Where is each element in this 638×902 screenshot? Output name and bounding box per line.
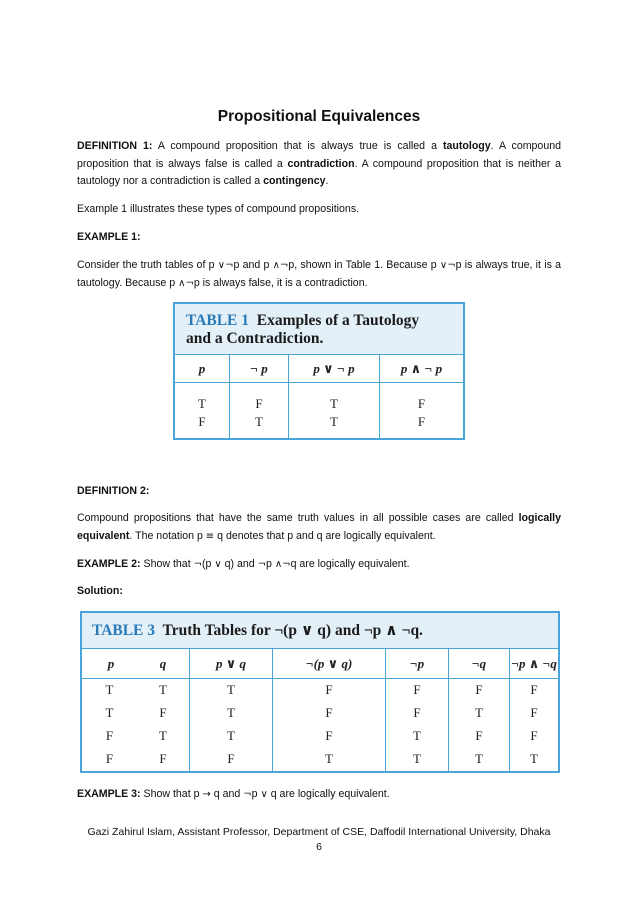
table-cell: T — [449, 702, 510, 725]
table-cell: T — [190, 702, 273, 725]
page-number: 6 — [316, 841, 322, 853]
or-symbol: ∨ — [260, 789, 268, 800]
example-2-text-part: p — [266, 558, 275, 570]
example-2-text-part: q are logically equivalent. — [290, 558, 410, 570]
table-cell: F — [137, 748, 190, 771]
table-cell: F — [417, 395, 426, 411]
definition-1-label: DEFINITION 1: — [77, 140, 153, 152]
example-1-heading: EXAMPLE 1: — [77, 231, 141, 243]
table-row — [175, 413, 463, 438]
table-cell: T — [175, 383, 230, 413]
table-cell: F — [449, 679, 510, 702]
or-symbol: ∨ — [439, 260, 448, 271]
table-3-header: ¬q — [449, 649, 510, 679]
table-cell: T — [230, 413, 289, 438]
table-1-caption — [175, 304, 463, 348]
not-symbol: ¬ — [225, 260, 234, 271]
table-cell: T — [449, 748, 510, 771]
table-cell: T — [273, 748, 386, 771]
table-3-title: Truth Tables for ¬(p ∨ q) and ¬p ∧ ¬q. — [162, 622, 423, 639]
table-cell: F — [273, 679, 386, 702]
term-logically-equivalent: logically equivalent — [77, 512, 561, 542]
table-1-grid — [175, 354, 463, 438]
table-cell: T — [386, 748, 449, 771]
table-1-header: p — [175, 355, 230, 383]
example-intro: Example 1 illustrates these types of compound propositions. — [77, 203, 360, 215]
table-cell: F — [386, 679, 449, 702]
page-footer — [0, 825, 638, 855]
not-symbol: ¬ — [447, 260, 456, 271]
example-3-text-part: Show that p — [140, 788, 203, 800]
term-contradiction: contradiction — [287, 157, 355, 170]
example-2-text-part: (p — [201, 558, 215, 570]
implies-symbol: → — [202, 789, 211, 800]
table-cell: F — [137, 702, 190, 725]
table-3 — [80, 611, 560, 773]
definition-1-text: . A compound proposition that is always false is called a — [77, 140, 561, 170]
not-symbol: ¬ — [280, 260, 289, 271]
table-1-title-line-1: Examples of a Tautology — [256, 312, 420, 329]
definition-2-heading: DEFINITION 2: — [77, 485, 150, 497]
table-1-header: p ∨ ¬ p — [289, 355, 380, 383]
table-row — [175, 383, 463, 413]
not-symbol: ¬ — [243, 789, 252, 800]
table-cell: T — [289, 413, 380, 438]
solution-label — [77, 583, 561, 601]
table-cell: F — [273, 702, 386, 725]
or-symbol: ∨ — [217, 260, 226, 271]
table-cell: F — [105, 728, 114, 744]
table-row — [82, 748, 558, 771]
table-1-number: TABLE 1 — [186, 312, 250, 329]
table-cell: F — [530, 728, 538, 744]
table-cell: F — [105, 751, 114, 767]
table-cell: T — [105, 705, 114, 721]
table-1-title-line-2: and a Contradiction. — [186, 330, 324, 347]
term-tautology: tautology — [442, 140, 491, 152]
example-2-heading: EXAMPLE 2: — [77, 558, 141, 570]
table-cell: F — [530, 682, 538, 698]
example-3 — [77, 786, 561, 804]
table-row — [82, 702, 558, 725]
table-row — [82, 725, 558, 748]
and-symbol: ∧ — [272, 260, 280, 271]
example-3-text-part: p — [251, 788, 261, 800]
example-1-text-part: p is always false, it is a contradiction. — [193, 276, 368, 289]
table-cell: F — [175, 413, 230, 438]
table-1 — [173, 302, 465, 440]
not-symbol: ¬ — [185, 277, 194, 289]
table-cell: T — [289, 383, 380, 413]
table-3-header: p ∨ q — [190, 649, 273, 679]
table-cell: F — [449, 725, 510, 748]
example-1-text-part: p and p — [233, 259, 273, 271]
table-cell: F — [417, 413, 426, 429]
definition-1-text: . A compound proposition that is neither a tautology nor a contradiction is called a — [77, 157, 561, 187]
example-3-text-part: q and — [210, 788, 244, 800]
table-cell: T — [530, 751, 538, 767]
example-1-label — [77, 229, 561, 247]
table-cell: T — [190, 679, 273, 702]
definition-1-text: . — [325, 175, 329, 187]
definition-2-text-part: . The notation p — [129, 529, 206, 542]
table-3-number: TABLE 3 — [92, 622, 156, 639]
footer-author: Gazi Zahirul Islam, Assistant Professor, Department of CSE, Daffodil International University, Dhaka — [87, 826, 551, 838]
table-3-header: ¬(p ∨ q) — [273, 649, 386, 679]
definition-1 — [77, 138, 561, 191]
table-cell: T — [137, 725, 190, 748]
example-3-heading: EXAMPLE 3: — [77, 788, 141, 800]
equivalence-symbol: ≡ — [205, 530, 215, 542]
term-contingency: contingency — [263, 175, 326, 187]
table-cell: F — [230, 383, 289, 413]
table-3-header: ¬p ∧ ¬q — [511, 655, 557, 671]
solution-heading: Solution: — [77, 585, 123, 597]
not-symbol: ¬ — [282, 559, 291, 570]
example-3-text-part: q are logically equivalent. — [267, 788, 390, 800]
example-1-text-part: p, shown in Table 1. Because p — [288, 259, 440, 271]
definition-2-label — [77, 483, 561, 501]
table-1-header: p ∧ ¬ p — [400, 360, 443, 376]
or-symbol: ∨ — [214, 559, 222, 570]
table-cell: F — [386, 702, 449, 725]
example-1-text-part: p is always true, it is a tautology. Because p — [77, 259, 561, 289]
and-symbol: ∧ — [178, 277, 186, 289]
not-symbol: ¬ — [257, 559, 266, 570]
table-cell: F — [273, 725, 386, 748]
and-symbol: ∧ — [274, 559, 283, 570]
example-1-text — [77, 257, 561, 292]
page-title: Propositional Equivalences — [217, 108, 421, 125]
table-cell: T — [190, 725, 273, 748]
table-1-header: ¬ p — [230, 355, 289, 383]
not-symbol: ¬ — [193, 559, 202, 570]
table-cell: T — [137, 679, 190, 702]
example-2-text-part: q) and — [221, 558, 258, 570]
definition-2-text-part: q denotes that p and q are logically equivalent. — [214, 529, 436, 542]
example-1-text-part: Consider the truth tables of p — [77, 259, 218, 271]
table-cell: F — [530, 705, 538, 721]
table-3-header: q — [137, 649, 190, 679]
table-cell: F — [190, 748, 273, 771]
table-cell: T — [105, 682, 114, 698]
table-3-grid — [82, 648, 558, 771]
example-2-text-part: Show that — [140, 558, 194, 570]
table-row — [82, 679, 558, 702]
table-cell: T — [386, 725, 449, 748]
definition-2-text — [77, 510, 561, 545]
table-3-caption — [82, 613, 558, 641]
example-2 — [77, 556, 561, 574]
table-3-header: ¬p — [386, 649, 449, 679]
definition-1-text: A compound proposition that is always true is called a — [152, 140, 443, 152]
table-3-header: p — [107, 655, 115, 671]
definition-2-text-part: Compound propositions that have the same truth values in all possible cases are called — [77, 512, 519, 524]
